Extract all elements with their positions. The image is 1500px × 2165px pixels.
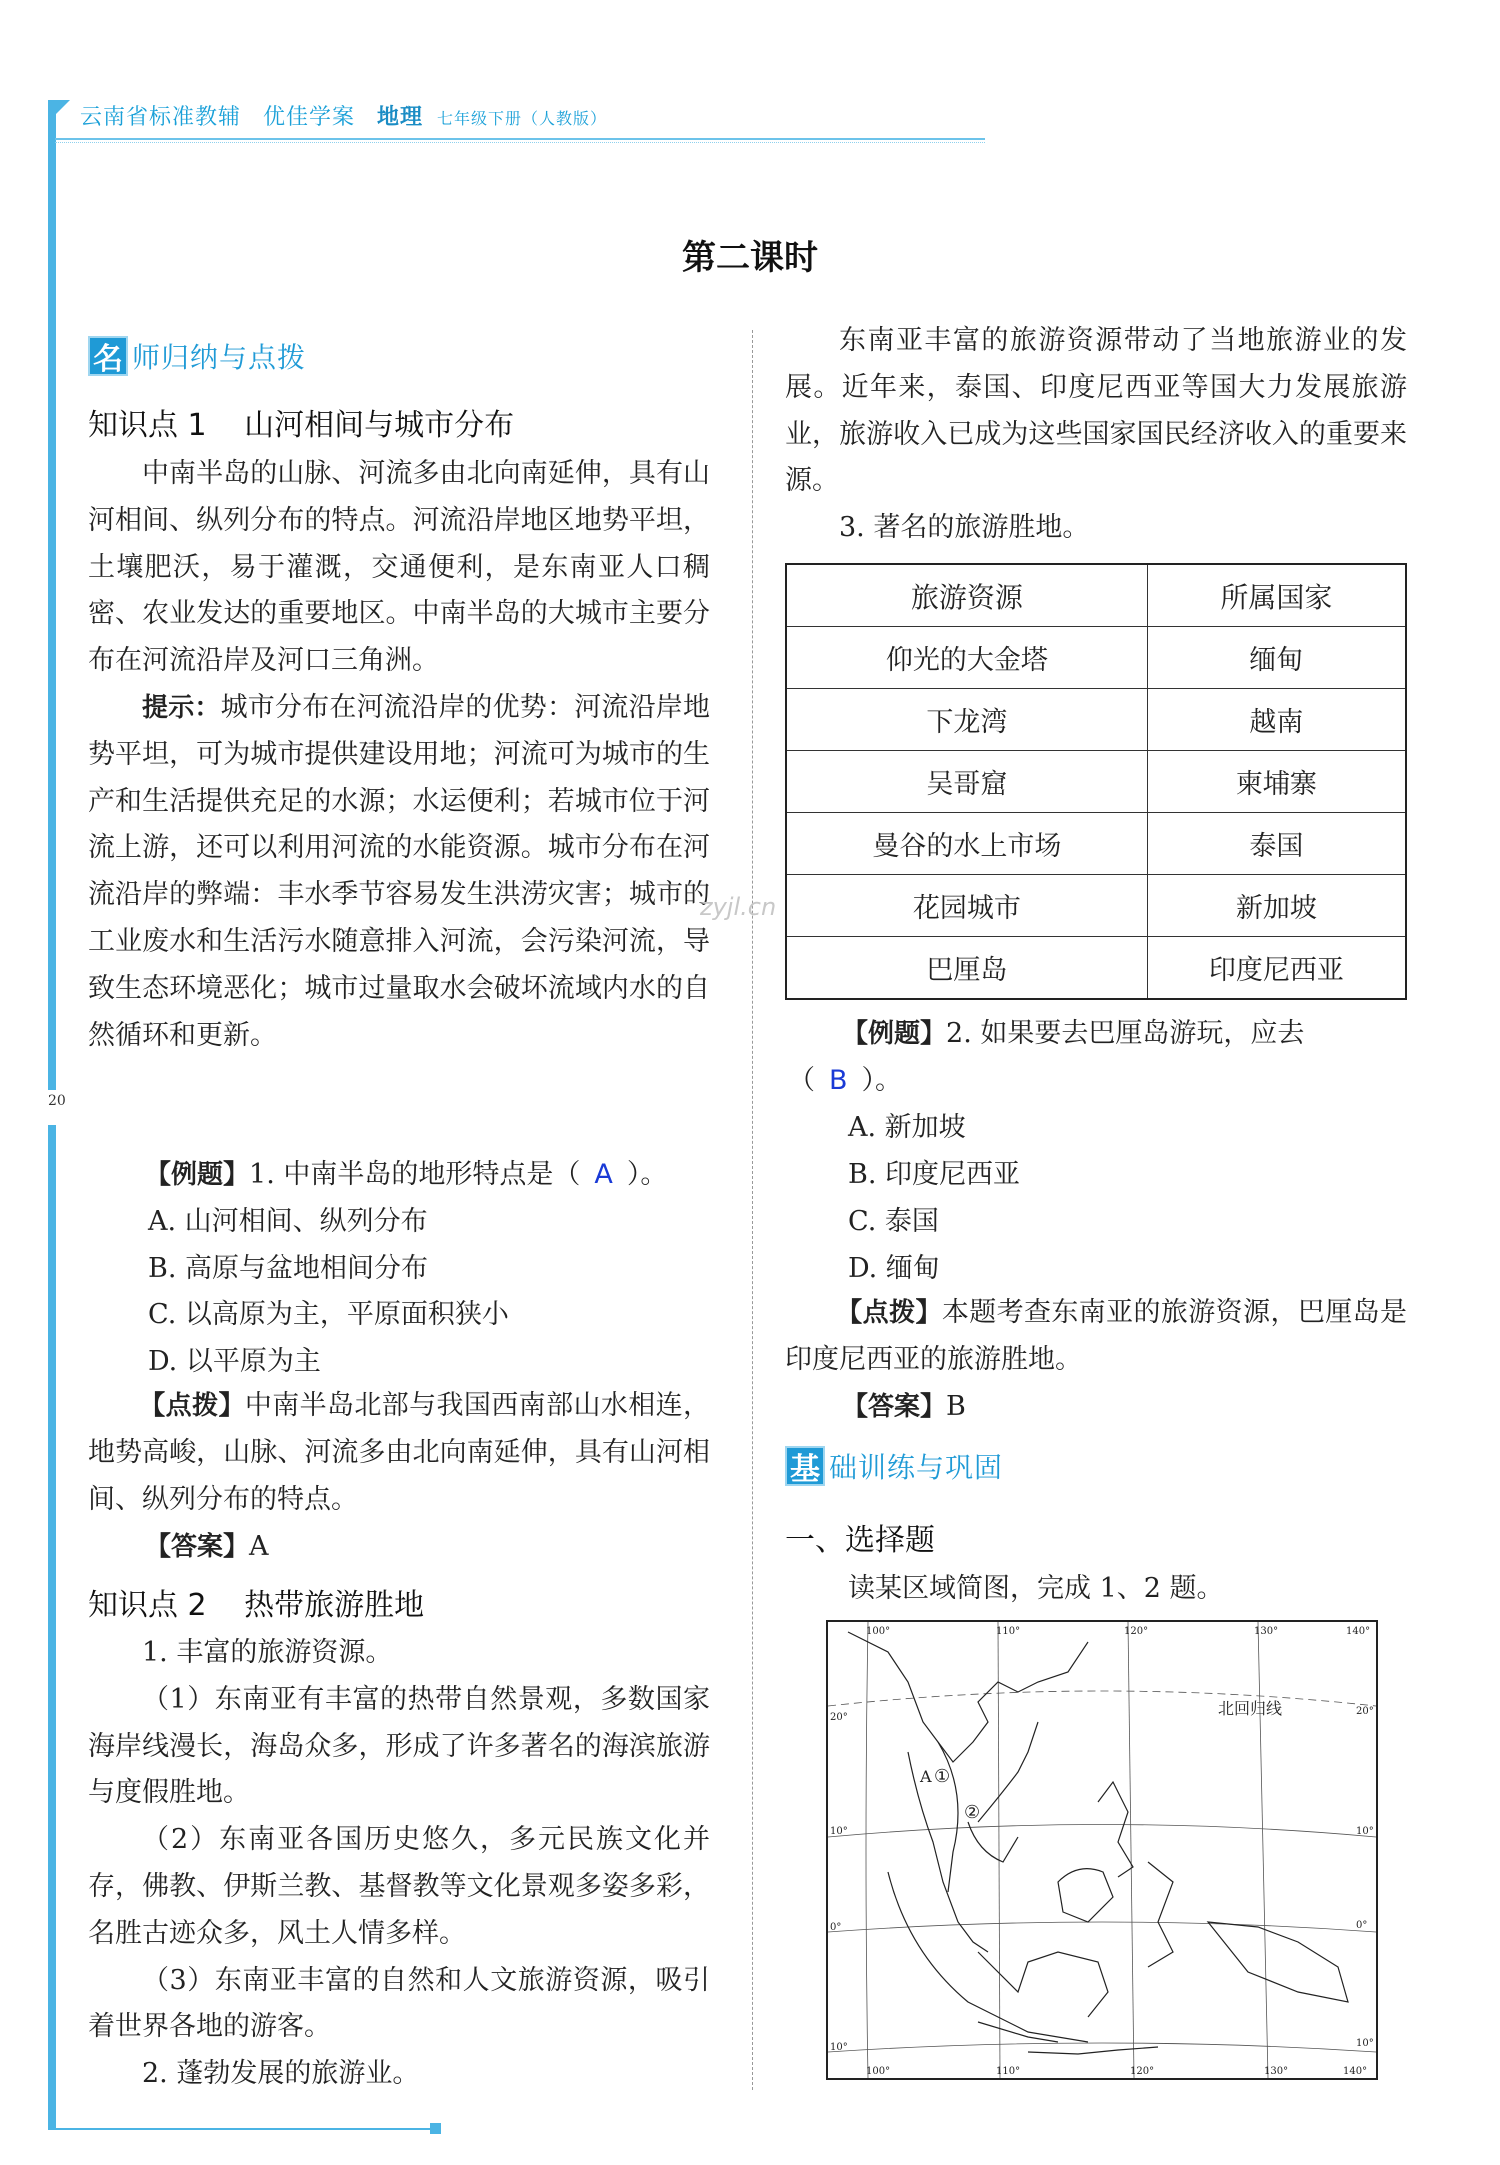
tip-text: 城市分布在河流沿岸的优势：河流沿岸地势平坦，可为城市提供建设用地；河流可为城市的生产和生活提供充足的水源；水运便利；若城市位于河流上游，还可以利用河流的水能资源。城市分布在河流沿岸的弊端：丰水季节容易发生洪涝灾害；城市的工业废水和生活污水随意排入河流，会污染河流，导致生态环境恶化；城市过量取水会破坏流域内水的自然循环和更新。 [88, 691, 710, 1051]
table-row [786, 875, 1406, 937]
region-map [826, 1620, 1378, 2080]
example-stem: 2. 如果要去巴厘岛游玩，应去 [946, 1018, 1305, 1049]
marker-a: A [920, 1767, 932, 1786]
map-svg [828, 1622, 1376, 2078]
example-1-answer [145, 1526, 269, 1563]
knowledge-point-2 [88, 1580, 424, 1624]
page-number: 20 [48, 1093, 66, 1109]
tourism-table [785, 563, 1407, 1000]
bottom-lon-110: 110° [996, 2066, 1021, 2077]
kp-title: 山河相间与城市分布 [244, 408, 515, 443]
footer-square [430, 2123, 441, 2134]
bottom-lon-130: 130° [1264, 2066, 1289, 2077]
section-box: 基 [785, 1446, 825, 1486]
table-row [786, 813, 1406, 875]
tropic-label: 北回归线 [1218, 1699, 1283, 1718]
left-lat-20: 20° [830, 1712, 848, 1723]
table-row [786, 689, 1406, 751]
example-label: 【例题】 [842, 1019, 947, 1049]
table-cell: 印度尼西亚 [1147, 937, 1406, 1000]
option-c: C. 泰国 [848, 1206, 939, 1237]
kp-label: 知识点 2 [88, 1588, 207, 1623]
header-rule-dotted [55, 142, 985, 144]
watermark: zyjl.cn [700, 893, 777, 921]
example-2-answer [842, 1386, 966, 1423]
kp1-text: 中南半岛的山脉、河流多由北向南延伸，具有山河相间、纵列分布的特点。河流沿岸地区地势平坦，土壤肥沃，易于灌溉，交通便利，是东南亚人口稠密、农业发达的重要地区。中南半岛的大城市主要分布在河流沿岸及河口三角洲。 [88, 458, 710, 677]
table-cell: 花园城市 [786, 875, 1147, 937]
example-label: 【例题】 [145, 1160, 250, 1190]
section-heading-basic [785, 1446, 1003, 1486]
header-book: 优佳学案 [263, 105, 356, 130]
margin-corner [56, 100, 70, 114]
table-header-row [786, 564, 1406, 627]
example-1-tip [88, 1383, 710, 1523]
table-header: 所属国家 [1147, 564, 1406, 627]
section-heading-teacher [88, 336, 306, 376]
marker-1: ① [934, 1766, 951, 1787]
page-title: 第二课时 [682, 238, 818, 278]
option-b: B. 高原与盆地相间分布 [148, 1253, 429, 1284]
table-row [786, 751, 1406, 813]
right-lat-10: 10° [1356, 1826, 1374, 1837]
table-header: 旅游资源 [786, 564, 1147, 627]
tip-text: 本题考查东南亚的旅游资源，巴厘岛是印度尼西亚的旅游胜地。 [785, 1297, 1407, 1375]
table-cell: 吴哥窟 [786, 751, 1147, 813]
answer-label: 【答案】 [842, 1392, 947, 1422]
kp2-line-2: 2. 蓬勃发展的旅游业。 [142, 2058, 420, 2090]
table-row [786, 627, 1406, 689]
kp2-para-1: （1）东南亚有丰富的热带自然景观，多数国家海岸线漫长，海岛众多，形成了许多著名的海滨旅游与度假胜地。 [88, 1683, 710, 1809]
tourism-paragraph [785, 318, 1407, 552]
question-intro: 读某区域简图，完成 1、2 题。 [848, 1573, 1224, 1604]
right-lat-10s: 10° [1356, 2038, 1374, 2049]
answer-value: A [249, 1531, 269, 1562]
top-lon-120: 120° [1124, 1626, 1149, 1637]
header-series: 云南省标准教辅 [80, 105, 242, 130]
example-end: ）。 [626, 1159, 668, 1190]
kp-label: 知识点 1 [88, 408, 207, 443]
kp2-body [88, 1630, 710, 2098]
example-answer: B [829, 1065, 848, 1096]
tip-label: 提示： [142, 692, 221, 723]
table-cell: 越南 [1147, 689, 1406, 751]
answer-label: 【答案】 [145, 1532, 250, 1562]
table-cell: 曼谷的水上市场 [786, 813, 1147, 875]
option-c: C. 以高原为主，平原面积狭小 [148, 1299, 509, 1330]
top-lon-100: 100° [866, 1626, 891, 1637]
bottom-lon-120: 120° [1130, 2066, 1155, 2077]
kp-title: 热带旅游胜地 [244, 1588, 425, 1623]
example-stem: 1. 中南半岛的地形特点是（ [249, 1159, 581, 1190]
running-header [80, 100, 607, 131]
tip-text: 中南半岛北部与我国西南部山水相连，地势高峻，山脉、河流多由北向南延伸，具有山河相间、纵列分布的特点。 [88, 1390, 710, 1515]
header-rule [55, 138, 985, 140]
right-lat-0: 0° [1356, 1920, 1368, 1931]
table-cell: 缅甸 [1147, 627, 1406, 689]
footer-rule [48, 2128, 438, 2130]
tip-paragraph [88, 685, 710, 1059]
header-grade: 七年级下册（人教版） [437, 109, 608, 128]
kp2-para-3: （3）东南亚丰富的自然和人文旅游资源，吸引着世界各地的游客。 [88, 1964, 710, 2043]
knowledge-point-1 [88, 400, 514, 444]
example-2-stem [842, 1011, 1304, 1050]
section-box: 名 [88, 336, 128, 376]
marker-2: ② [964, 1802, 981, 1823]
example-1-stem [145, 1152, 667, 1191]
question-heading: 一、选择题 [785, 1523, 935, 1558]
section-label: 础训练与巩固 [829, 1451, 1004, 1484]
tourism-text: 东南亚丰富的旅游资源带动了当地旅游业的发展。近年来，泰国、印度尼西亚等国大力发展旅游业，旅游收入已成为这些国家国民经济收入的重要来源。 [785, 325, 1407, 497]
tip-label: 【点拨】 [139, 1391, 245, 1421]
coastlines [848, 1632, 1348, 2054]
option-a: A. 新加坡 [848, 1112, 966, 1143]
column-separator [752, 330, 753, 2090]
kp1-body [88, 451, 710, 1059]
map-labels [830, 1626, 1374, 2077]
example-end: ）。 [861, 1065, 903, 1096]
left-lat-0: 0° [830, 1922, 842, 1933]
graticule [828, 1622, 1376, 2078]
bottom-lon-140: 140° [1343, 2066, 1368, 2077]
table-cell: 巴厘岛 [786, 937, 1147, 1000]
top-lon-110: 110° [996, 1626, 1021, 1637]
option-d: D. 以平原为主 [148, 1346, 321, 1377]
bottom-lon-100: 100° [866, 2066, 891, 2077]
left-margin-bar-lower [48, 1125, 56, 2130]
example-2-blank [788, 1058, 902, 1097]
table-cell: 下龙湾 [786, 689, 1147, 751]
right-lat-20: 20° [1356, 1706, 1374, 1717]
top-lon-140: 140° [1346, 1626, 1371, 1637]
paren-open: （ [788, 1065, 815, 1096]
table-cell: 仰光的大金塔 [786, 627, 1147, 689]
tip-label: 【点拨】 [836, 1298, 942, 1328]
left-lat-10: 10° [830, 1826, 848, 1837]
example-2-tip [785, 1290, 1407, 1384]
table-cell: 泰国 [1147, 813, 1406, 875]
answer-value: B [946, 1391, 966, 1422]
top-lon-130: 130° [1254, 1626, 1279, 1637]
kp2-line-1: 1. 丰富的旅游资源。 [142, 1637, 393, 1668]
example-answer: A [594, 1159, 613, 1190]
header-subject: 地理 [377, 105, 424, 130]
section-label: 师归纳与点拨 [132, 341, 307, 374]
table-cell: 柬埔寨 [1147, 751, 1406, 813]
kp2-para-2: （2）东南亚各国历史悠久，多元民族文化并存，佛教、伊斯兰教、基督教等文化景观多姿多彩，名胜古迹众多，风土人情多样。 [88, 1824, 710, 1949]
left-lat-10s: 10° [830, 2042, 848, 2053]
option-a: A. 山河相间、纵列分布 [148, 1206, 428, 1237]
table-cell: 新加坡 [1147, 875, 1406, 937]
table-row [786, 937, 1406, 1000]
option-d: D. 缅甸 [848, 1253, 940, 1284]
option-b: B. 印度尼西亚 [848, 1159, 1021, 1190]
famous-sites-line: 3. 著名的旅游胜地。 [839, 512, 1090, 544]
